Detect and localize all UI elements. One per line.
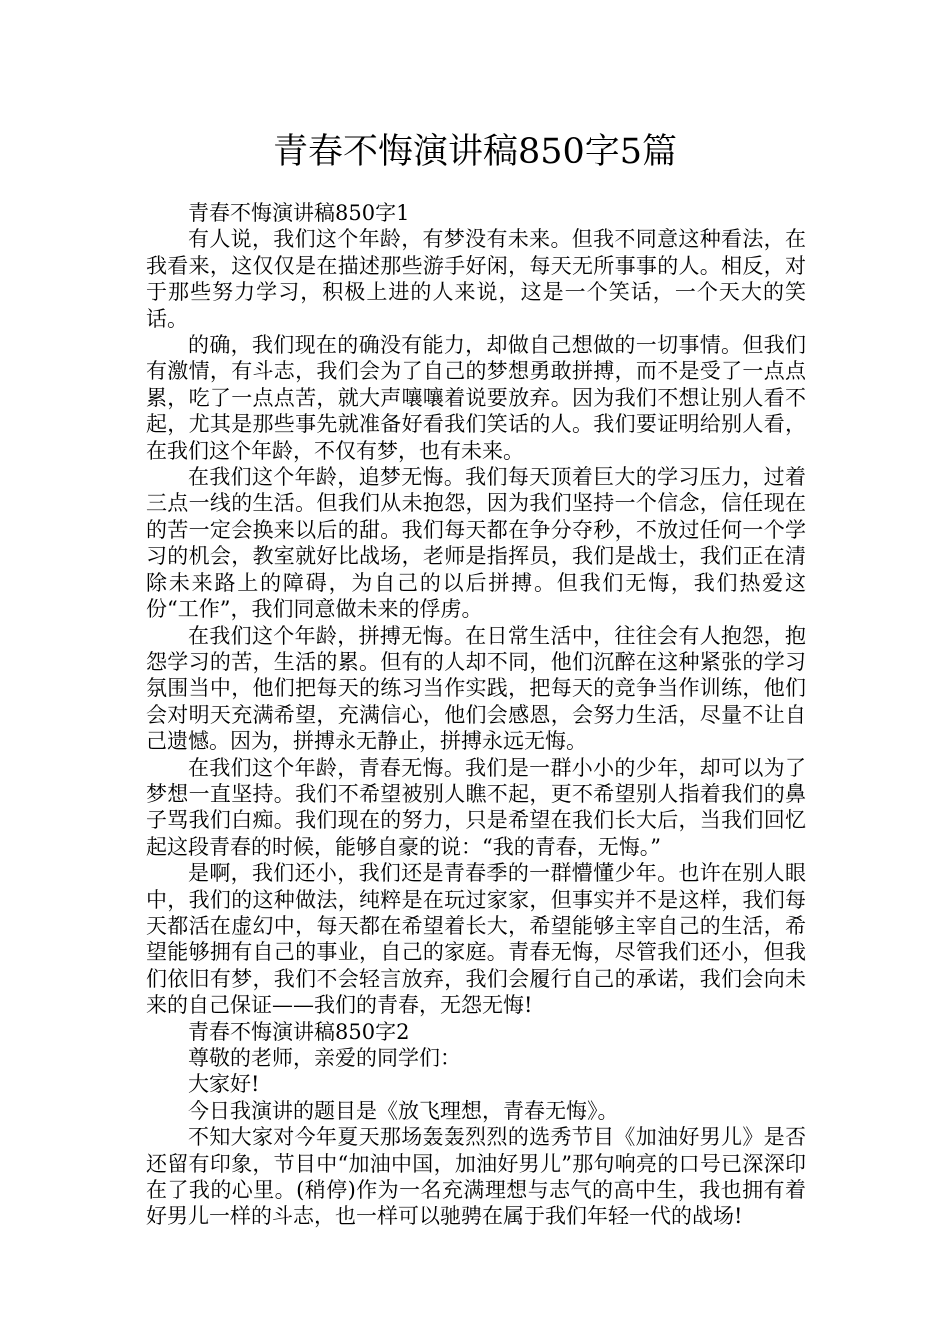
salutation: 尊敬的老师，亲爱的同学们：	[188, 1046, 461, 1070]
section-heading-2: 青春不悔演讲稿850字2	[188, 1019, 410, 1044]
paragraph: 是啊，我们还小，我们还是青春季的一群懵懂少年。也许在别人眼中，我们的这种做法，纯粹是在玩过家家，但事实并不是这样，我们每天都活在虚幻中，每天都在希望着长大，希望能够主宰自己的生活，希望能够拥有自己的事业，自己的家庭。青春无悔，尽管我们还小，但我们依旧有梦，我们不会轻言放弃，我们会履行自己的承诺，我们会向未来的自己保证——我们的青春，无怨无悔!	[146, 861, 806, 1018]
document-body	[146, 200, 806, 1230]
paragraph: 不知大家对今年夏天那场轰轰烈烈的选秀节目《加油好男儿》是否还留有印象，节目中“加油中国，加油好男儿”那句响亮的口号已深深印在了我的心里。(稍停)作为一名充满理想与志气的高中生，我也拥有着好男儿一样的斗志，也一样可以驰骋在属于我们年轻一代的战场!	[146, 1125, 806, 1229]
document-title: 青春不悔演讲稿850字5篇	[272, 132, 678, 172]
paragraph: 在我们这个年龄，追梦无悔。我们每天顶着巨大的学习压力，过着三点一线的生活。但我们从未抱怨，因为我们坚持一个信念，信任现在的苦一定会换来以后的甜。我们每天都在争分夺秒，不放过任何一个学习的机会，教室就好比战场，老师是指挥员，我们是战士，我们正在清除未来路上的障碍，为自己的以后拼搏。但我们无悔，我们热爱这份“工作”，我们同意做未来的俘虏。	[146, 465, 806, 622]
paragraph: 有人说，我们这个年龄，有梦没有未来。但我不同意这种看法，在我看来，这仅仅是在描述那些游手好闲，每天无所事事的人。相反，对于那些努力学习，积极上进的人来说，这是一个笑话，一个天大的笑话。	[146, 227, 806, 331]
paragraph: 的确，我们现在的确没有能力，却做自己想做的一切事情。但我们有激情，有斗志，我们会为了自己的梦想勇敢拼搏，而不是受了一点点累，吃了一点点苦，就大声嚷嚷着说要放弃。因为我们不想让别人看不起，尤其是那些事先就准备好看我们笑话的人。我们要证明给别人看，在我们这个年龄，不仅有梦，也有未来。	[146, 333, 806, 463]
paragraph: 在我们这个年龄，青春无悔。我们是一群小小的少年，却可以为了梦想一直坚持。我们不希望被别人瞧不起，更不希望别人指着我们的鼻子骂我们白痴。我们现在的努力，只是希望在我们长大后，当我们回忆起这段青春的时候，能够自豪的说：“我的青春，无悔。”	[146, 755, 806, 859]
paragraph: 在我们这个年龄，拼搏无悔。在日常生活中，往往会有人抱怨，抱怨学习的苦，生活的累。但有的人却不同，他们沉醉在这种紧张的学习氛围当中，他们把每天的练习当作实践，把每天的竞争当作训练，他们会对明天充满希望，充满信心，他们会感恩，会努力生活，尽量不让自己遗憾。因为，拼搏永无静止，拼搏永远无悔。	[146, 623, 806, 754]
section-heading-1: 青春不悔演讲稿850字1	[188, 201, 410, 225]
greeting: 大家好!	[188, 1072, 260, 1097]
paragraph: 今日我演讲的题目是《放飞理想，青春无悔》。	[188, 1098, 619, 1123]
